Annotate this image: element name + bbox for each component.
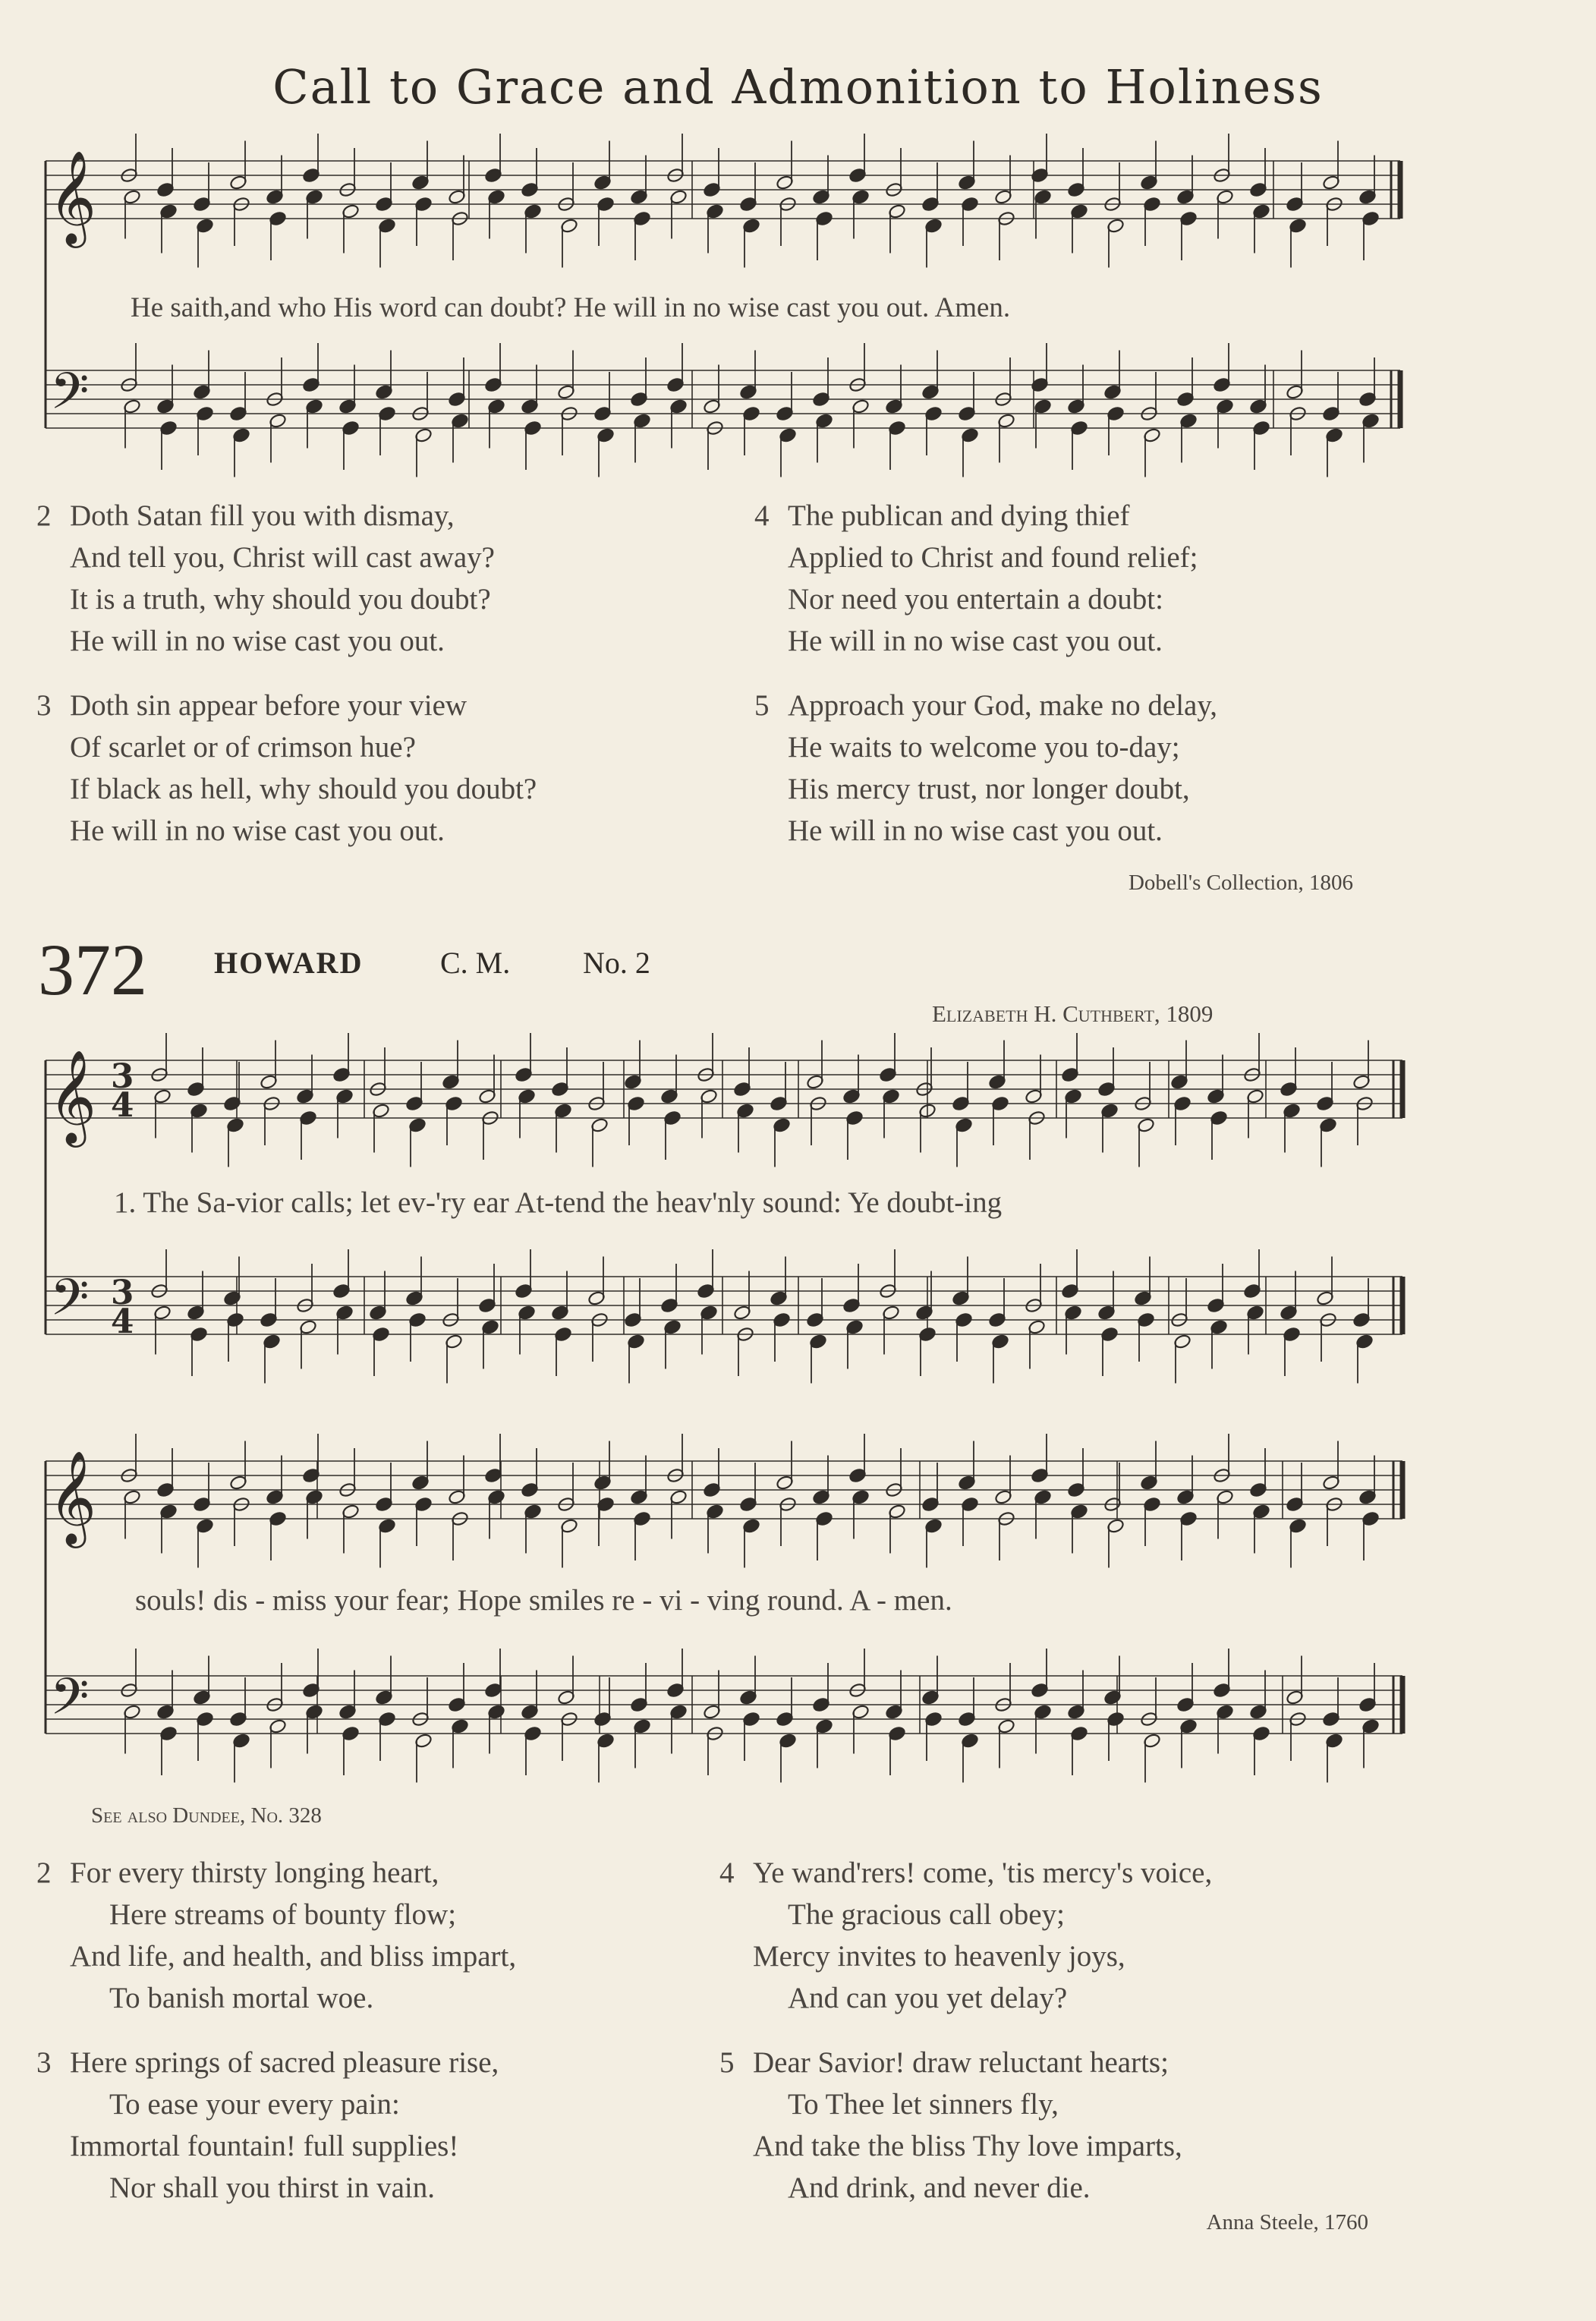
time-signature-bottom: 4	[111, 1086, 134, 1125]
time-signature-top: 3	[111, 1274, 134, 1312]
page-header-title: Call to Grace and Admonition to Holiness	[272, 59, 1324, 115]
hymn-372-stanzas-right	[719, 1852, 1212, 2209]
tune-name: HOWARD	[214, 946, 364, 980]
hymn-372-lyric-line-2: souls! dis - miss your fear; Hope smiles re - vi - ving round. A - men.	[135, 1584, 952, 1617]
hymn-number: 372	[38, 929, 147, 1010]
stanza-4: 4 The publican and dying thief Applied to Christ and found relief; Nor need you entertain a doubt: He will in no wise cast you out.	[754, 499, 1198, 657]
top-hymn-stanzas-left	[36, 495, 537, 852]
time-signature-top: 3	[111, 1057, 134, 1096]
hymn-372-credit: Anna Steele, 1760	[1206, 2210, 1368, 2234]
stanza-3: 3 Here springs of sacred pleasure rise, To ease your every pain: Immortal fountain! full supplies! Nor shall you thirst in vain.	[36, 2046, 499, 2204]
hymn-372-stanzas-left	[36, 1852, 516, 2209]
bass-clef: 𝄢	[50, 1268, 90, 1339]
top-hymn-lyric-line: He saith,and who His word can doubt? He will in no wise cast you out. Amen.	[131, 292, 1011, 323]
bass-clef: 𝄢	[50, 362, 90, 433]
tune-meter: C. M.	[440, 946, 511, 980]
bass-clef: 𝄢	[50, 1668, 90, 1738]
treble-clef: 𝄞	[49, 150, 96, 244]
treble-clef: 𝄞	[49, 1450, 96, 1545]
top-hymn-stanzas-right	[754, 495, 1217, 852]
stanza-5: 5 Dear Savior! draw reluctant hearts; To Thee let sinners fly, And take the bliss Thy love imparts, And drink, and never die.	[719, 2046, 1182, 2204]
hymn-372-lyric-line-1: 1. The Sa-vior calls; let ev-'ry ear At-tend the heav'nly sound: Ye doubt-ing	[114, 1186, 1003, 1219]
top-hymn-credit: Dobell's Collection, 1806	[1128, 871, 1353, 895]
stanza-5: 5 Approach your God, make no delay, He waits to welcome you to-day; His mercy trust, nor longer doubt, He will in no wise cast you out.	[754, 689, 1218, 847]
composer-credit: Elizabeth H. Cuthbert, 1809	[932, 1000, 1214, 1027]
treble-clef: 𝄞	[49, 1050, 96, 1144]
stanza-2: 2 For every thirsty longing heart, Here streams of bounty flow; And life, and health, and bliss impart, To banish mortal woe.	[36, 1856, 517, 2014]
tune-number: No. 2	[583, 946, 650, 980]
time-signature-bottom: 4	[111, 1302, 134, 1341]
see-also-note: See also Dundee, No. 328	[91, 1803, 322, 1828]
stanza-4: 4 Ye wand'rers! come, 'tis mercy's voice, The gracious call obey; Mercy invites to heavenly joys, And can you yet delay?	[719, 1856, 1213, 2014]
stanza-3: 3 Doth sin appear before your view Of scarlet or of crimson hue? If black as hell, why should you doubt? He will in no wise cast you out.	[36, 689, 537, 847]
stanza-2: 2 Doth Satan fill you with dismay, And tell you, Christ will cast away? It is a truth, why should you doubt? He will in no wise cast you out.	[36, 499, 495, 657]
